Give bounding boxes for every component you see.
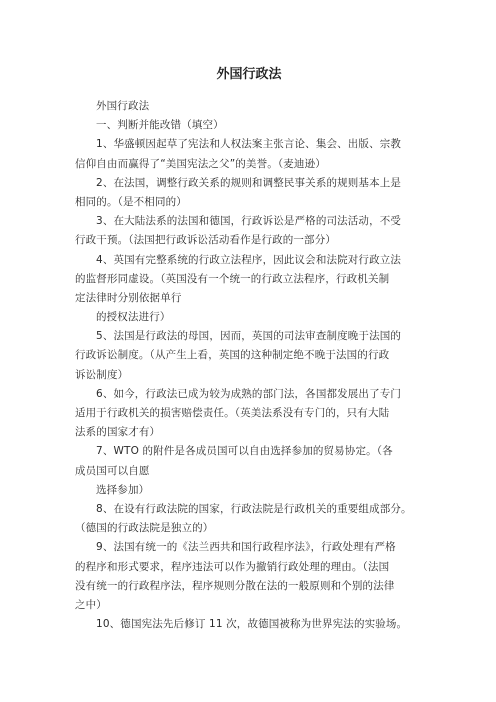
text-line: 相同的。（是不相同的） [75,195,187,208]
text-line: 诉讼制度） [75,368,129,381]
text-line: 法系的国家才有） [75,426,161,439]
text-line: 选择参加） [96,483,150,496]
document-body [75,97,423,634]
text-line: 5、法国是行政法的母国，因而，英国的司法审查制度晚于法国的 [96,330,402,343]
text-line: 的授权法进行） [96,311,171,324]
text-line: 9、法国有统一的《法兰西共和国行政程序法》，行政处理有严格 [96,541,396,554]
text-line: 6、如今，行政法已成为较为成熟的部门法，各国都发展出了专门 [96,387,402,400]
text-line: （德国的行政法院是独立的） [75,522,214,535]
text-line: 7、WTO 的附件是各成员国可以自由选择参加的贸易协定。（各 [96,445,393,458]
text-line: 外国行政法 [96,100,150,112]
text-line: 2、在法国，调整行政关系的规则和调整民事关系的规则基本上是 [96,176,402,189]
document-title: 外国行政法 [216,67,282,82]
text-line: 没有统一的行政程序法，程序规则分散在法的一般原则和个别的法律 [75,579,395,592]
text-line: 定法律时分别依据单行 [75,291,182,304]
text-line: 信仰自由而赢得了“美国宪法之父”的美誉。（麦迪逊） [75,157,326,170]
text-line: 的监督形同虚设。（英国没有一个统一的行政立法程序，行政机关制 [75,272,390,285]
text-line: 适用于行政机关的损害赔偿责任。（英美法系没有专门的，只有大陆 [75,407,390,419]
text-line: 1、华盛顿因起草了宪法和人权法案主张言论、集会、出版、宗教 [96,138,402,151]
text-line: 4、英国有完整系统的行政立法程序，因此议会和法院对行政立法 [96,253,402,266]
text-line: 10、德国宪法先后修订 11 次，故德国被称为世界宪法的实验场。 [96,618,408,631]
text-line: 成员国可以自愿 [75,464,150,477]
text-line: 行政诉讼制度。（从产生上看，英国的这种制定绝不晚于法国的行政 [75,349,390,362]
text-line: 3、在大陆法系的法国和德国，行政诉讼是严格的司法活动，不受 [96,215,402,228]
text-line: 8、在设有行政法院的国家，行政法院是行政机关的重要组成部分。 [96,502,412,515]
text-line: 一、判断并能改错（填空） [96,119,224,132]
text-line: 的程序和形式要求，程序违法可以作为撤销行政处理的理由。（法国 [75,560,390,573]
text-line: 行政干预。（法国把行政诉讼活动看作是行政的一部分） [75,234,336,247]
text-line: 之中） [75,598,107,611]
